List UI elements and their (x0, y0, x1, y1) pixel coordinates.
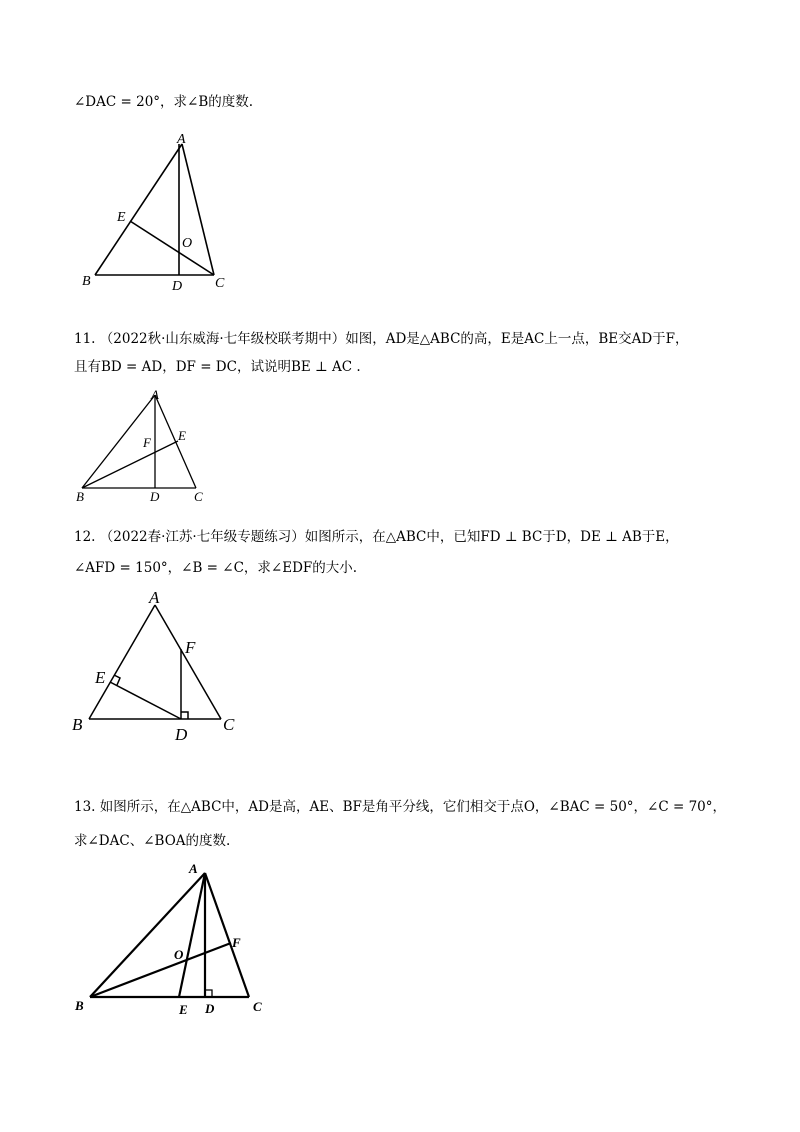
label-D: D (150, 489, 160, 504)
label-O: O (182, 236, 193, 251)
label-B: B (72, 715, 83, 734)
label-F: F (143, 435, 151, 450)
problem-13-line-1: 13. 如图所示，在△ABC中，AD是高，AE、BF是角平分线，它们相交于点O，∠BAC = 50°，∠C = 70°， (74, 799, 727, 815)
problem-11-line-2: 且有BD = AD，DF = DC，试说明BE ⊥ AC . (74, 359, 361, 375)
label-D: D (175, 725, 188, 744)
label-E: E (95, 668, 106, 687)
label-B: B (82, 274, 91, 289)
label-D: D (172, 279, 183, 294)
problem-11-line-1: 11. （2022秋·山东威海·七年级校联考期中）如图，AD是△ABC的高，E是AC上一点，BE交AD于F， (74, 331, 689, 347)
label-B: B (76, 489, 84, 504)
problem-12-line-1: 12. （2022春·江苏·七年级专题练习）如图所示，在△ABC中，已知FD ⊥ BC于D，DE ⊥ AB于E， (74, 529, 679, 545)
problem-13-line-2: 求∠DAC、∠BOA的度数. (74, 833, 231, 849)
label-A: A (177, 132, 186, 147)
problem-11-figure (72, 385, 252, 510)
label-C: C (223, 715, 235, 734)
label-A: A (149, 588, 160, 607)
label-O: O (174, 947, 184, 962)
label-D: D (205, 1001, 215, 1016)
label-E: E (179, 1002, 188, 1017)
label-A: A (189, 861, 198, 876)
problem-10-figure (72, 128, 272, 298)
problem-12-line-2: ∠AFD = 150°，∠B = ∠C，求∠EDF的大小. (74, 560, 358, 576)
label-E: E (117, 210, 126, 225)
label-F: F (185, 638, 196, 657)
problem-10-text: ∠DAC = 20°，求∠B的度数. (74, 94, 254, 110)
label-C: C (194, 489, 203, 504)
problem-13-figure (68, 855, 288, 1025)
label-E: E (178, 428, 186, 443)
label-C: C (253, 999, 262, 1014)
label-A: A (151, 387, 159, 402)
label-C: C (215, 276, 225, 291)
label-B: B (75, 998, 84, 1013)
label-F: F (232, 935, 241, 950)
problem-12-figure (68, 585, 258, 745)
